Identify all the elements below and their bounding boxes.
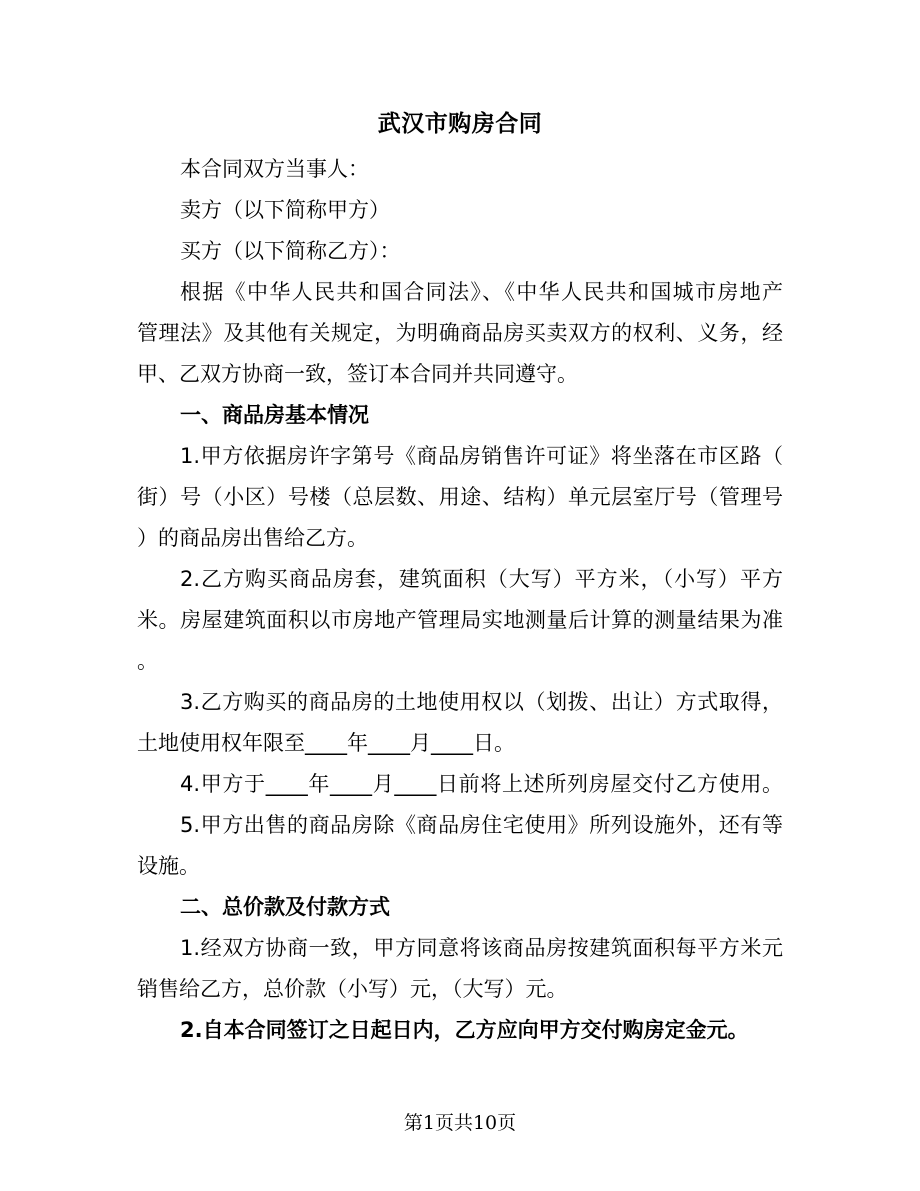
text-line: 买方（以下简称乙方）： (180, 239, 401, 263)
section-heading: 一、商品房基本情况 (180, 403, 369, 427)
paragraph-seller (137, 190, 783, 231)
clause-2-2 (137, 1010, 783, 1051)
clause-1-1 (137, 436, 783, 559)
document-title: 武汉市购房合同 (377, 111, 543, 137)
text-line: 1.经双方协商一致，甲方同意将该商品房按建筑面积每平方米元 (180, 936, 783, 960)
clause-2-1 (137, 928, 783, 1010)
text-line: 3.乙方购买的商品房的土地使用权以（划拨、出让）方式取得， (180, 690, 783, 714)
section-heading: 二、总价款及付款方式 (180, 895, 390, 919)
text-line: 本合同双方当事人： (180, 157, 369, 181)
text-line: 土地使用权年限至____年____月____日。 (137, 731, 515, 755)
text-line: 管理法》及其他有关规定，为明确商品房买卖双方的权利、义务，经 (137, 321, 783, 345)
text-line: 2.乙方购买商品房套，建筑面积（大写）平方米，（小写）平方 (180, 567, 783, 591)
clause-1-2 (137, 559, 783, 682)
text-line: 街）号（小区）号楼（总层数、用途、结构）单元层室厅号（管理号 (137, 485, 783, 509)
paragraph-parties (137, 149, 783, 190)
text-line: 5.甲方出售的商品房除《商品房住宅使用》所列设施外，还有等 (180, 813, 783, 837)
text-line: 米。房屋建筑面积以市房地产管理局实地测量后计算的测量结果为准 (137, 608, 783, 632)
text-line: 销售给乙方，总价款（小写）元，（大写）元。 (137, 977, 568, 1001)
section-heading-1 (137, 395, 783, 436)
text-line: 。 (137, 649, 158, 673)
text-line: 卖方（以下简称甲方） (180, 198, 390, 222)
text-line: 2.自本合同签订之日起日内，乙方应向甲方交付购房定金元。 (180, 1018, 749, 1042)
paragraph-preamble (137, 272, 783, 395)
document-body (137, 149, 783, 1051)
clause-1-4 (137, 764, 783, 805)
text-line: ）的商品房出售给乙方。 (137, 526, 368, 550)
text-line: 甲、乙双方协商一致，签订本合同并共同遵守。 (137, 362, 578, 386)
text-line: 设施。 (137, 854, 200, 878)
text-line: 根据《中华人民共和国合同法》、《中华人民共和国城市房地产 (180, 280, 783, 304)
clause-1-3 (137, 682, 783, 764)
text-line: 1.甲方依据房许字第号《商品房销售许可证》将坐落在市区路（ (180, 444, 783, 468)
clause-1-5 (137, 805, 783, 887)
section-heading-2 (137, 887, 783, 928)
paragraph-buyer (137, 231, 783, 272)
text-line: 4.甲方于____年____月____日前将上述所列房屋交付乙方使用。 (180, 772, 783, 796)
page-number: 第1页共10页 (403, 1112, 517, 1134)
